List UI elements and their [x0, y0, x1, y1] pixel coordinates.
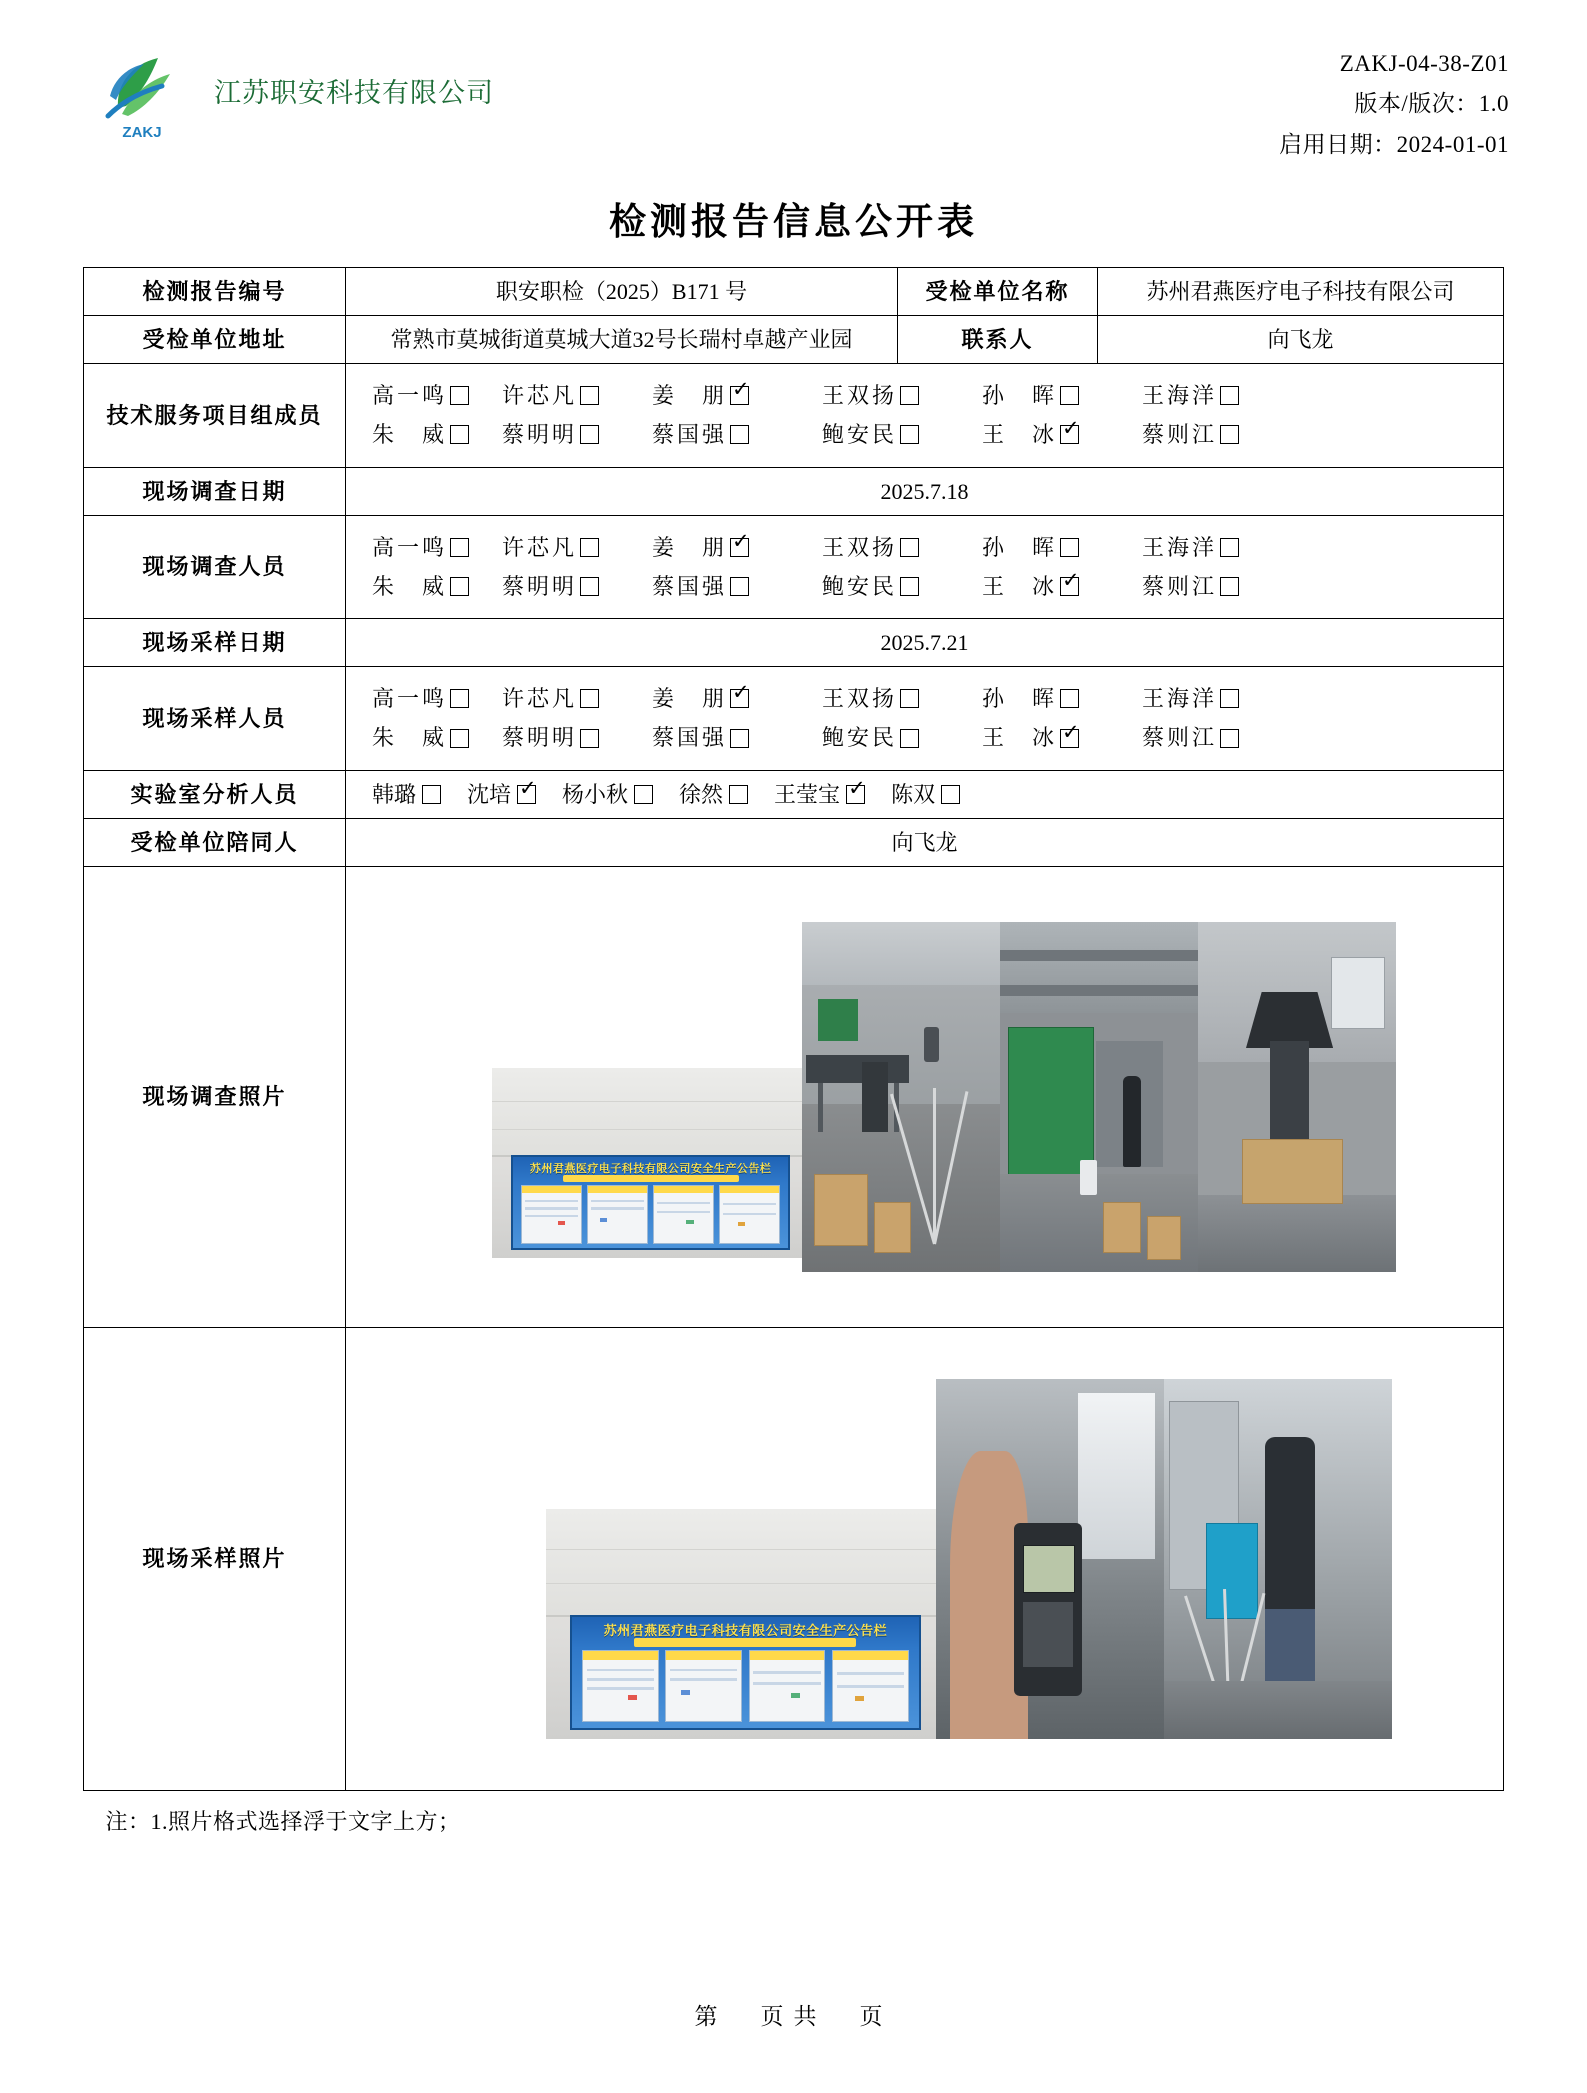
checkbox-unchecked[interactable] — [900, 729, 919, 748]
value-team-members — [345, 364, 1503, 467]
member-item[interactable]: 蔡明明 — [502, 417, 652, 452]
photo-workshop-tripod — [802, 922, 1000, 1272]
photo-safety-board-sampling — [546, 1509, 936, 1739]
company-logo-icon — [88, 36, 196, 144]
photo-sampling-pump-tripod — [1164, 1379, 1392, 1739]
checkbox-unchecked[interactable] — [1220, 386, 1239, 405]
value-client-name: 苏州君燕医疗电子科技有限公司 — [1097, 267, 1503, 315]
checkbox-unchecked[interactable] — [1220, 689, 1239, 708]
checkbox-unchecked[interactable] — [1220, 538, 1239, 557]
table-row — [83, 867, 1503, 1328]
checkbox-unchecked[interactable] — [730, 729, 749, 748]
member-item[interactable]: 徐然 — [679, 777, 748, 812]
member-item[interactable]: 许芯凡 — [502, 681, 652, 716]
checkbox-unchecked[interactable] — [900, 689, 919, 708]
table-row — [83, 667, 1503, 770]
member-item[interactable]: 许芯凡 — [502, 378, 652, 413]
member-item[interactable]: 高一鸣 — [372, 530, 502, 565]
survey-photo-strip — [354, 873, 1495, 1321]
member-item[interactable]: 王海洋 — [1142, 378, 1282, 413]
member-item[interactable]: 孙 晖 — [982, 530, 1142, 565]
checkbox-unchecked[interactable] — [900, 538, 919, 557]
member-item[interactable]: 许芯凡 — [502, 530, 652, 565]
page-header — [0, 0, 1587, 165]
checkbox-unchecked[interactable] — [580, 729, 599, 748]
company-name: 江苏职安科技有限公司 — [214, 77, 494, 108]
label-escort: 受检单位陪同人 — [83, 818, 345, 866]
photo-exhaust-hood — [1198, 922, 1396, 1272]
board-title-text: 苏州君燕医疗电子科技有限公司安全生产公告栏 — [529, 1163, 772, 1176]
checkbox-unchecked[interactable] — [1220, 729, 1239, 748]
value-client-address: 常熟市莫城街道莫城大道32号长瑞村卓越产业园 — [345, 315, 897, 363]
member-item[interactable]: 蔡明明 — [502, 569, 652, 604]
value-survey-date: 2025.7.18 — [345, 467, 1503, 515]
checkbox-unchecked[interactable] — [900, 577, 919, 596]
checkbox-checked[interactable] — [1060, 577, 1079, 596]
label-team-members: 技术服务项目组成员 — [83, 364, 345, 467]
report-info-table — [83, 267, 1504, 1791]
member-item[interactable]: 王双扬 — [822, 378, 982, 413]
table-row — [83, 818, 1503, 866]
member-item[interactable]: 朱 威 — [372, 569, 502, 604]
board-title-text: 苏州君燕医疗电子科技有限公司安全生产公告栏 — [603, 1623, 888, 1639]
label-sampling-people: 现场采样人员 — [83, 667, 345, 770]
checkbox-checked[interactable] — [517, 785, 536, 804]
member-item[interactable]: 孙 晖 — [982, 378, 1142, 413]
checkbox-unchecked[interactable] — [1060, 689, 1079, 708]
member-item[interactable]: 王海洋 — [1142, 681, 1282, 716]
member-item[interactable]: 蔡则江 — [1142, 417, 1282, 452]
checkbox-unchecked[interactable] — [580, 386, 599, 405]
value-sampling-date: 2025.7.21 — [345, 619, 1503, 667]
checkbox-unchecked[interactable] — [580, 689, 599, 708]
member-row — [372, 378, 1495, 413]
member-row — [372, 417, 1495, 452]
table-row — [83, 515, 1503, 618]
label-survey-photos: 现场调查照片 — [83, 867, 345, 1328]
label-survey-date: 现场调查日期 — [83, 467, 345, 515]
sampling-photo-cell — [345, 1328, 1503, 1791]
member-item[interactable]: 鲍安民 — [822, 569, 982, 604]
table-row — [83, 315, 1503, 363]
member-checkbox-grid — [354, 522, 1495, 612]
checkbox-unchecked[interactable] — [1060, 386, 1079, 405]
label-client-name: 受检单位名称 — [897, 267, 1097, 315]
label-sampling-photos: 现场采样照片 — [83, 1328, 345, 1791]
checkbox-unchecked[interactable] — [1060, 538, 1079, 557]
member-item[interactable]: 杨小秋 — [562, 777, 653, 812]
member-item[interactable]: 朱 威 — [372, 720, 502, 755]
survey-photo-cell — [345, 867, 1503, 1328]
doc-effective-date: 启用日期：2024-01-01 — [1279, 131, 1509, 157]
label-report-no: 检测报告编号 — [83, 267, 345, 315]
checkbox-unchecked[interactable] — [580, 577, 599, 596]
document-meta — [1279, 36, 1509, 165]
table-row — [83, 770, 1503, 818]
checkbox-unchecked[interactable] — [450, 386, 469, 405]
page-number: 第 页共 页 — [694, 2004, 893, 2029]
checkbox-unchecked[interactable] — [450, 577, 469, 596]
value-sampling-people — [345, 667, 1503, 770]
value-contact: 向飞龙 — [1097, 315, 1503, 363]
lab-analyst-list — [354, 777, 1495, 812]
svg-text:ZAKJ: ZAKJ — [122, 124, 162, 141]
table-row — [83, 1328, 1503, 1791]
checkbox-unchecked[interactable] — [900, 386, 919, 405]
member-item[interactable]: 姜 朋 ✓ — [652, 530, 822, 565]
table-row — [83, 467, 1503, 515]
member-item[interactable]: 姜 朋 ✓ — [652, 681, 822, 716]
checkbox-checked[interactable] — [730, 386, 749, 405]
checkbox-checked[interactable] — [730, 689, 749, 708]
label-sampling-date: 现场采样日期 — [83, 619, 345, 667]
value-report-no: 职安职检（2025）B171 号 — [345, 267, 897, 315]
member-item[interactable]: 王 冰 ✓ — [982, 569, 1142, 604]
member-checkbox-grid — [354, 673, 1495, 763]
checkbox-checked[interactable] — [730, 538, 749, 557]
member-item[interactable]: 王海洋 — [1142, 530, 1282, 565]
member-item[interactable]: 王双扬 — [822, 681, 982, 716]
member-row — [372, 681, 1495, 716]
brand — [88, 36, 494, 144]
member-item[interactable]: 王 冰 ✓ — [982, 417, 1142, 452]
checkbox-unchecked[interactable] — [1220, 425, 1239, 444]
member-item[interactable]: 王 冰 ✓ — [982, 720, 1142, 755]
checkbox-checked[interactable] — [1060, 729, 1079, 748]
member-item[interactable]: 鲍安民 — [822, 417, 982, 452]
member-item[interactable]: 陈双 — [891, 777, 960, 812]
sampling-photo-strip — [354, 1334, 1495, 1784]
member-item[interactable]: 韩璐 — [372, 777, 441, 812]
checkbox-unchecked[interactable] — [450, 538, 469, 557]
photo-injection-machine — [1000, 922, 1198, 1272]
photo-handheld-meter — [936, 1379, 1164, 1739]
member-item[interactable]: 沈培 ✓ — [467, 777, 536, 812]
member-item[interactable]: 王莹宝 ✓ — [774, 777, 865, 812]
member-item[interactable]: 蔡则江 — [1142, 569, 1282, 604]
member-item[interactable]: 孙 晖 — [982, 681, 1142, 716]
checkbox-unchecked[interactable] — [450, 425, 469, 444]
label-lab-analysts: 实验室分析人员 — [83, 770, 345, 818]
checkbox-checked[interactable] — [1060, 425, 1079, 444]
table-row — [83, 619, 1503, 667]
table-row — [83, 267, 1503, 315]
table-row — [83, 364, 1503, 467]
value-escort: 向飞龙 — [345, 818, 1503, 866]
member-row — [372, 569, 1495, 604]
value-lab-analysts — [345, 770, 1503, 818]
doc-version: 版本/版次：1.0 — [1354, 91, 1509, 117]
checkbox-unchecked[interactable] — [580, 425, 599, 444]
checkbox-unchecked[interactable] — [941, 785, 960, 804]
member-item[interactable]: 蔡国强 — [652, 569, 822, 604]
member-row — [372, 530, 1495, 565]
member-item[interactable]: 蔡明明 — [502, 720, 652, 755]
value-survey-people — [345, 515, 1503, 618]
member-checkbox-grid — [354, 370, 1495, 460]
member-item[interactable]: 高一鸣 — [372, 681, 502, 716]
checkbox-unchecked[interactable] — [450, 689, 469, 708]
checkbox-unchecked[interactable] — [1220, 577, 1239, 596]
checkbox-checked[interactable] — [846, 785, 865, 804]
checkbox-unchecked[interactable] — [730, 425, 749, 444]
checkbox-unchecked[interactable] — [634, 785, 653, 804]
label-contact: 联系人 — [897, 315, 1097, 363]
member-item[interactable]: 王双扬 — [822, 530, 982, 565]
member-row — [372, 720, 1495, 755]
checkbox-unchecked[interactable] — [900, 425, 919, 444]
checkbox-unchecked[interactable] — [450, 729, 469, 748]
member-item[interactable]: 蔡则江 — [1142, 720, 1282, 755]
member-item[interactable]: 姜 朋 ✓ — [652, 378, 822, 413]
label-client-address: 受检单位地址 — [83, 315, 345, 363]
photo-safety-board-survey — [492, 1068, 802, 1258]
member-item[interactable]: 高一鸣 — [372, 378, 502, 413]
checkbox-unchecked[interactable] — [729, 785, 748, 804]
page-title: 检测报告信息公开表 — [609, 201, 978, 243]
checkbox-unchecked[interactable] — [730, 577, 749, 596]
member-item[interactable]: 蔡国强 — [652, 417, 822, 452]
doc-number: ZAKJ-04-38-Z01 — [1339, 51, 1509, 76]
member-item[interactable]: 鲍安民 — [822, 720, 982, 755]
member-item[interactable]: 朱 威 — [372, 417, 502, 452]
checkbox-unchecked[interactable] — [422, 785, 441, 804]
member-item[interactable]: 蔡国强 — [652, 720, 822, 755]
label-survey-people: 现场调查人员 — [83, 515, 345, 618]
checkbox-unchecked[interactable] — [580, 538, 599, 557]
footnote: 注：1.照片格式选择浮于文字上方； — [105, 1809, 461, 1834]
